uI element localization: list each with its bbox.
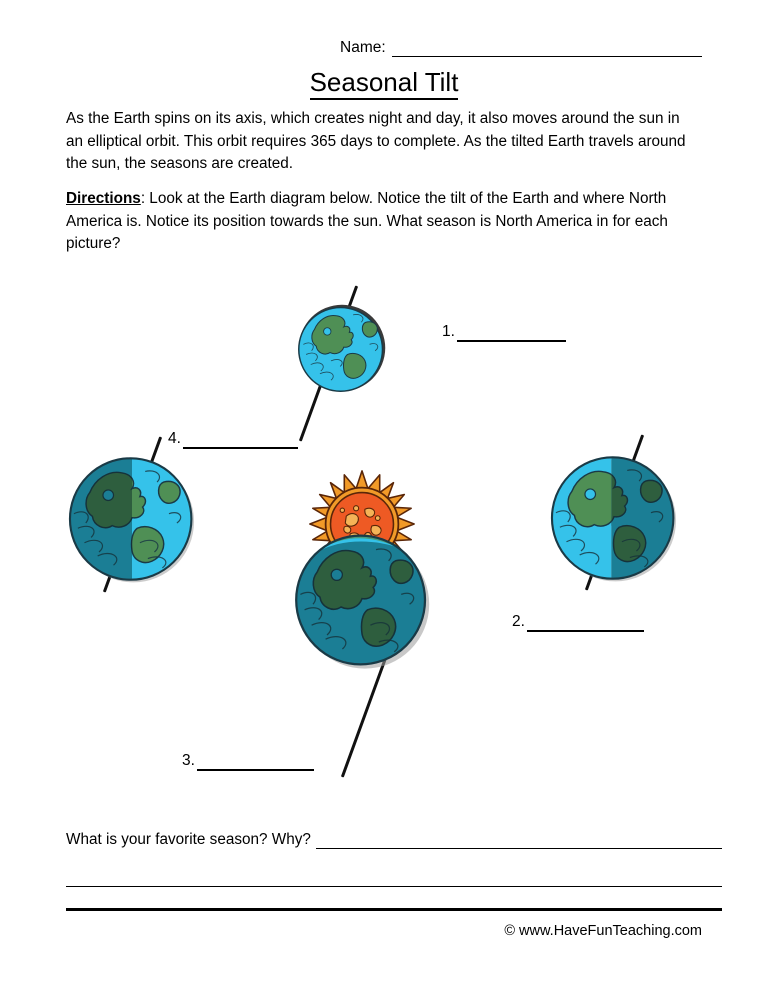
- answer-number-3: 3.: [182, 752, 195, 769]
- page-title-text: Seasonal Tilt: [310, 67, 459, 100]
- copyright-text: © www.HaveFunTeaching.com: [504, 923, 702, 939]
- answer-number-1: 1.: [442, 323, 455, 340]
- page-title: [0, 68, 768, 97]
- intro-paragraph: As the Earth spins on its axis, which creates night and day, it also moves around the sun in an elliptical orbit. This orbit requires 365 days to complete. As the tilted Earth travels around the sun, the seasons are created.: [66, 110, 686, 172]
- answer-blank-3: [182, 753, 314, 771]
- name-label: Name:: [340, 39, 386, 56]
- name-input-line[interactable]: [392, 43, 702, 57]
- favorite-season-label: What is your favorite season? Why?: [66, 831, 311, 848]
- answer-blank-2: [512, 614, 644, 632]
- answer-blank-1: [442, 324, 566, 342]
- favorite-season-answer-line-1[interactable]: [316, 834, 722, 849]
- answer-number-2: 2.: [512, 613, 525, 630]
- answer-line-3[interactable]: [197, 758, 314, 771]
- footer-divider: [66, 908, 722, 911]
- answer-line-2[interactable]: [527, 619, 644, 632]
- directions-paragraph: [66, 188, 686, 256]
- answer-number-4: 4.: [168, 430, 181, 447]
- earth-seasons-diagram: [0, 265, 768, 810]
- directions-label: Directions: [66, 190, 141, 207]
- answer-blank-4: [168, 431, 298, 449]
- favorite-season-row: [66, 832, 722, 849]
- directions-text: : Look at the Earth diagram below. Notice the tilt of the Earth and where North America is. Notice its position towards the sun. What season is North America in for each picture?: [66, 190, 668, 252]
- answer-line-1[interactable]: [457, 329, 566, 342]
- favorite-season-answer-line-2[interactable]: [66, 886, 722, 887]
- name-row: [340, 40, 702, 57]
- earth-top: [296, 302, 388, 394]
- answer-line-4[interactable]: [183, 436, 298, 449]
